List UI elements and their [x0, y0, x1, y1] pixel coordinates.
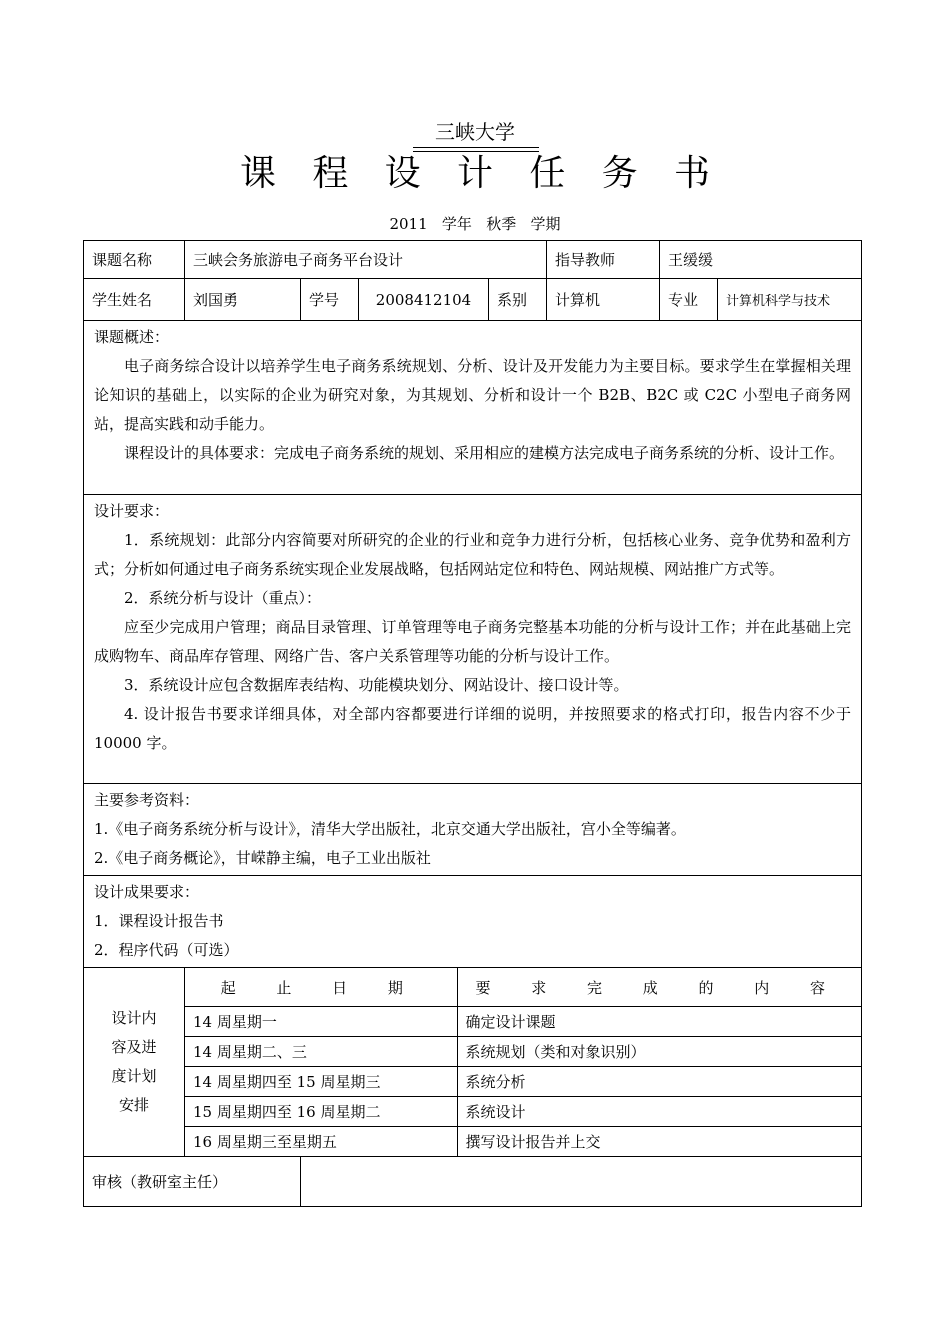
id-value: 2008412104 — [359, 279, 489, 321]
deliverables-row — [84, 876, 862, 968]
overview-row — [84, 321, 862, 495]
document-title — [240, 150, 710, 198]
student-value: 刘国勇 — [185, 279, 301, 321]
requirements-paragraph: 4. 设计报告书要求详细具体，对全部内容都要进行详细的说明，并按照要求的格式打印，报告内容不少于 10000 字。 — [94, 705, 852, 752]
references-section — [84, 784, 862, 876]
deliverables-label: 设计成果要求： — [94, 883, 200, 901]
requirements-label: 设计要求： — [94, 502, 170, 520]
title-char: 计 — [456, 153, 493, 194]
schedule-content: 撰写设计报告并上交 — [457, 1127, 861, 1157]
schedule-entry — [185, 1007, 861, 1037]
schedule-content: 系统设计 — [457, 1097, 861, 1127]
schedule-content: 确定设计课题 — [457, 1007, 861, 1037]
references-row — [84, 784, 862, 876]
schedule-date: 14 周星期四至 15 周星期三 — [185, 1067, 457, 1097]
title-char: 任 — [529, 153, 566, 194]
requirements-paragraph: 1．系统规划：此部分内容简要对所研究的企业的行业和竞争力进行分析，包括核心业务、竞争优势和盈利方式；分析如何通过电子商务系统实现企业发展战略，包括网站定位和特色、网站规模、网站推广方式等。 — [94, 531, 852, 578]
topic-label: 课题名称 — [84, 241, 185, 279]
side-label-line: 安排 — [118, 1096, 149, 1114]
schedule-side-label — [84, 968, 185, 1157]
overview-paragraph: 电子商务综合设计以培养学生电子商务系统规划、分析、设计及开发能力为主要目标。要求学生在掌握相关理论知识的基础上，以实际的企业为研究对象，为其规划、分析和设计一个 B2B、B2C 或 C2C 小型电子商务网站，提高实践和动手能力。 — [94, 357, 852, 433]
title-char: 程 — [312, 153, 349, 194]
major-value: 计算机科学与技术 — [718, 279, 862, 321]
task-table — [83, 240, 862, 1207]
schedule-entry — [185, 1127, 861, 1157]
topic-row — [84, 241, 862, 279]
schedule-date: 15 周星期四至 16 周星期二 — [185, 1097, 457, 1127]
major-label: 专业 — [660, 279, 718, 321]
side-label-line: 设计内 — [111, 1009, 157, 1027]
col-content-header: 要 求 完 成 的 内 容 — [457, 968, 861, 1007]
schedule-row — [84, 968, 862, 1157]
requirements-paragraph: 应至少完成用户管理；商品目录管理、订单管理等电子商务完整基本功能的分析与设计工作；并在此基础上完成购物车、商品库存管理、网络广告、客户关系管理等功能的分析与设计工作。 — [94, 618, 852, 665]
schedule-date: 14 周星期二、三 — [185, 1037, 457, 1067]
col-date-header: 起 止 日 期 — [185, 968, 457, 1007]
title-char: 书 — [673, 153, 710, 194]
review-value — [301, 1157, 862, 1207]
schedule-date: 14 周星期一 — [185, 1007, 457, 1037]
university-name: 三峡大学 — [435, 120, 515, 144]
side-label-line: 度计划 — [111, 1067, 157, 1085]
schedule-entry — [185, 1067, 861, 1097]
topic-value: 三峡会务旅游电子商务平台设计 — [185, 241, 547, 279]
schedule-table — [185, 968, 861, 1156]
title-char: 课 — [240, 153, 277, 194]
references-label: 主要参考资料： — [94, 791, 200, 809]
title-char: 务 — [601, 153, 638, 194]
review-label: 审核（教研室主任） — [84, 1157, 301, 1207]
title-char: 设 — [384, 153, 421, 194]
requirements-paragraph: 3．系统设计应包含数据库表结构、功能模块划分、网站设计、接口设计等。 — [124, 676, 629, 694]
id-label: 学号 — [301, 279, 359, 321]
reference-item: 1.《电子商务系统分析与设计》，清华大学出版社，北京交通大学出版社，宫小全等编著。 — [94, 820, 686, 838]
deliverable-item: 1．课程设计报告书 — [94, 912, 224, 930]
review-row — [84, 1157, 862, 1207]
dept-value: 计算机 — [547, 279, 660, 321]
schedule-entry — [185, 1037, 861, 1067]
term-line: 2011 学年 秋季 学期 — [389, 215, 561, 233]
overview-section — [84, 321, 862, 495]
deliverable-item: 2．程序代码（可选） — [94, 941, 239, 959]
overview-label: 课题概述： — [94, 328, 170, 346]
schedule-content: 系统分析 — [457, 1067, 861, 1097]
requirements-section — [84, 495, 862, 784]
schedule-container — [185, 968, 862, 1157]
schedule-content: 系统规划（类和对象识别） — [457, 1037, 861, 1067]
advisor-value: 王缓缓 — [660, 241, 862, 279]
dept-label: 系别 — [489, 279, 547, 321]
side-label-line: 容及进 — [111, 1038, 157, 1056]
student-row — [84, 279, 862, 321]
schedule-entry — [185, 1097, 861, 1127]
schedule-date: 16 周星期三至星期五 — [185, 1127, 457, 1157]
requirements-row — [84, 495, 862, 784]
requirements-paragraph: 2．系统分析与设计（重点）： — [124, 589, 322, 607]
advisor-label: 指导教师 — [547, 241, 660, 279]
overview-paragraph: 课程设计的具体要求：完成电子商务系统的规划、采用相应的建模方法完成电子商务系统的分析、设计工作。 — [124, 444, 845, 462]
schedule-header — [185, 968, 861, 1007]
reference-item: 2.《电子商务概论》，甘嵘静主编，电子工业出版社 — [94, 849, 431, 867]
deliverables-section — [84, 876, 862, 968]
student-label: 学生姓名 — [84, 279, 185, 321]
